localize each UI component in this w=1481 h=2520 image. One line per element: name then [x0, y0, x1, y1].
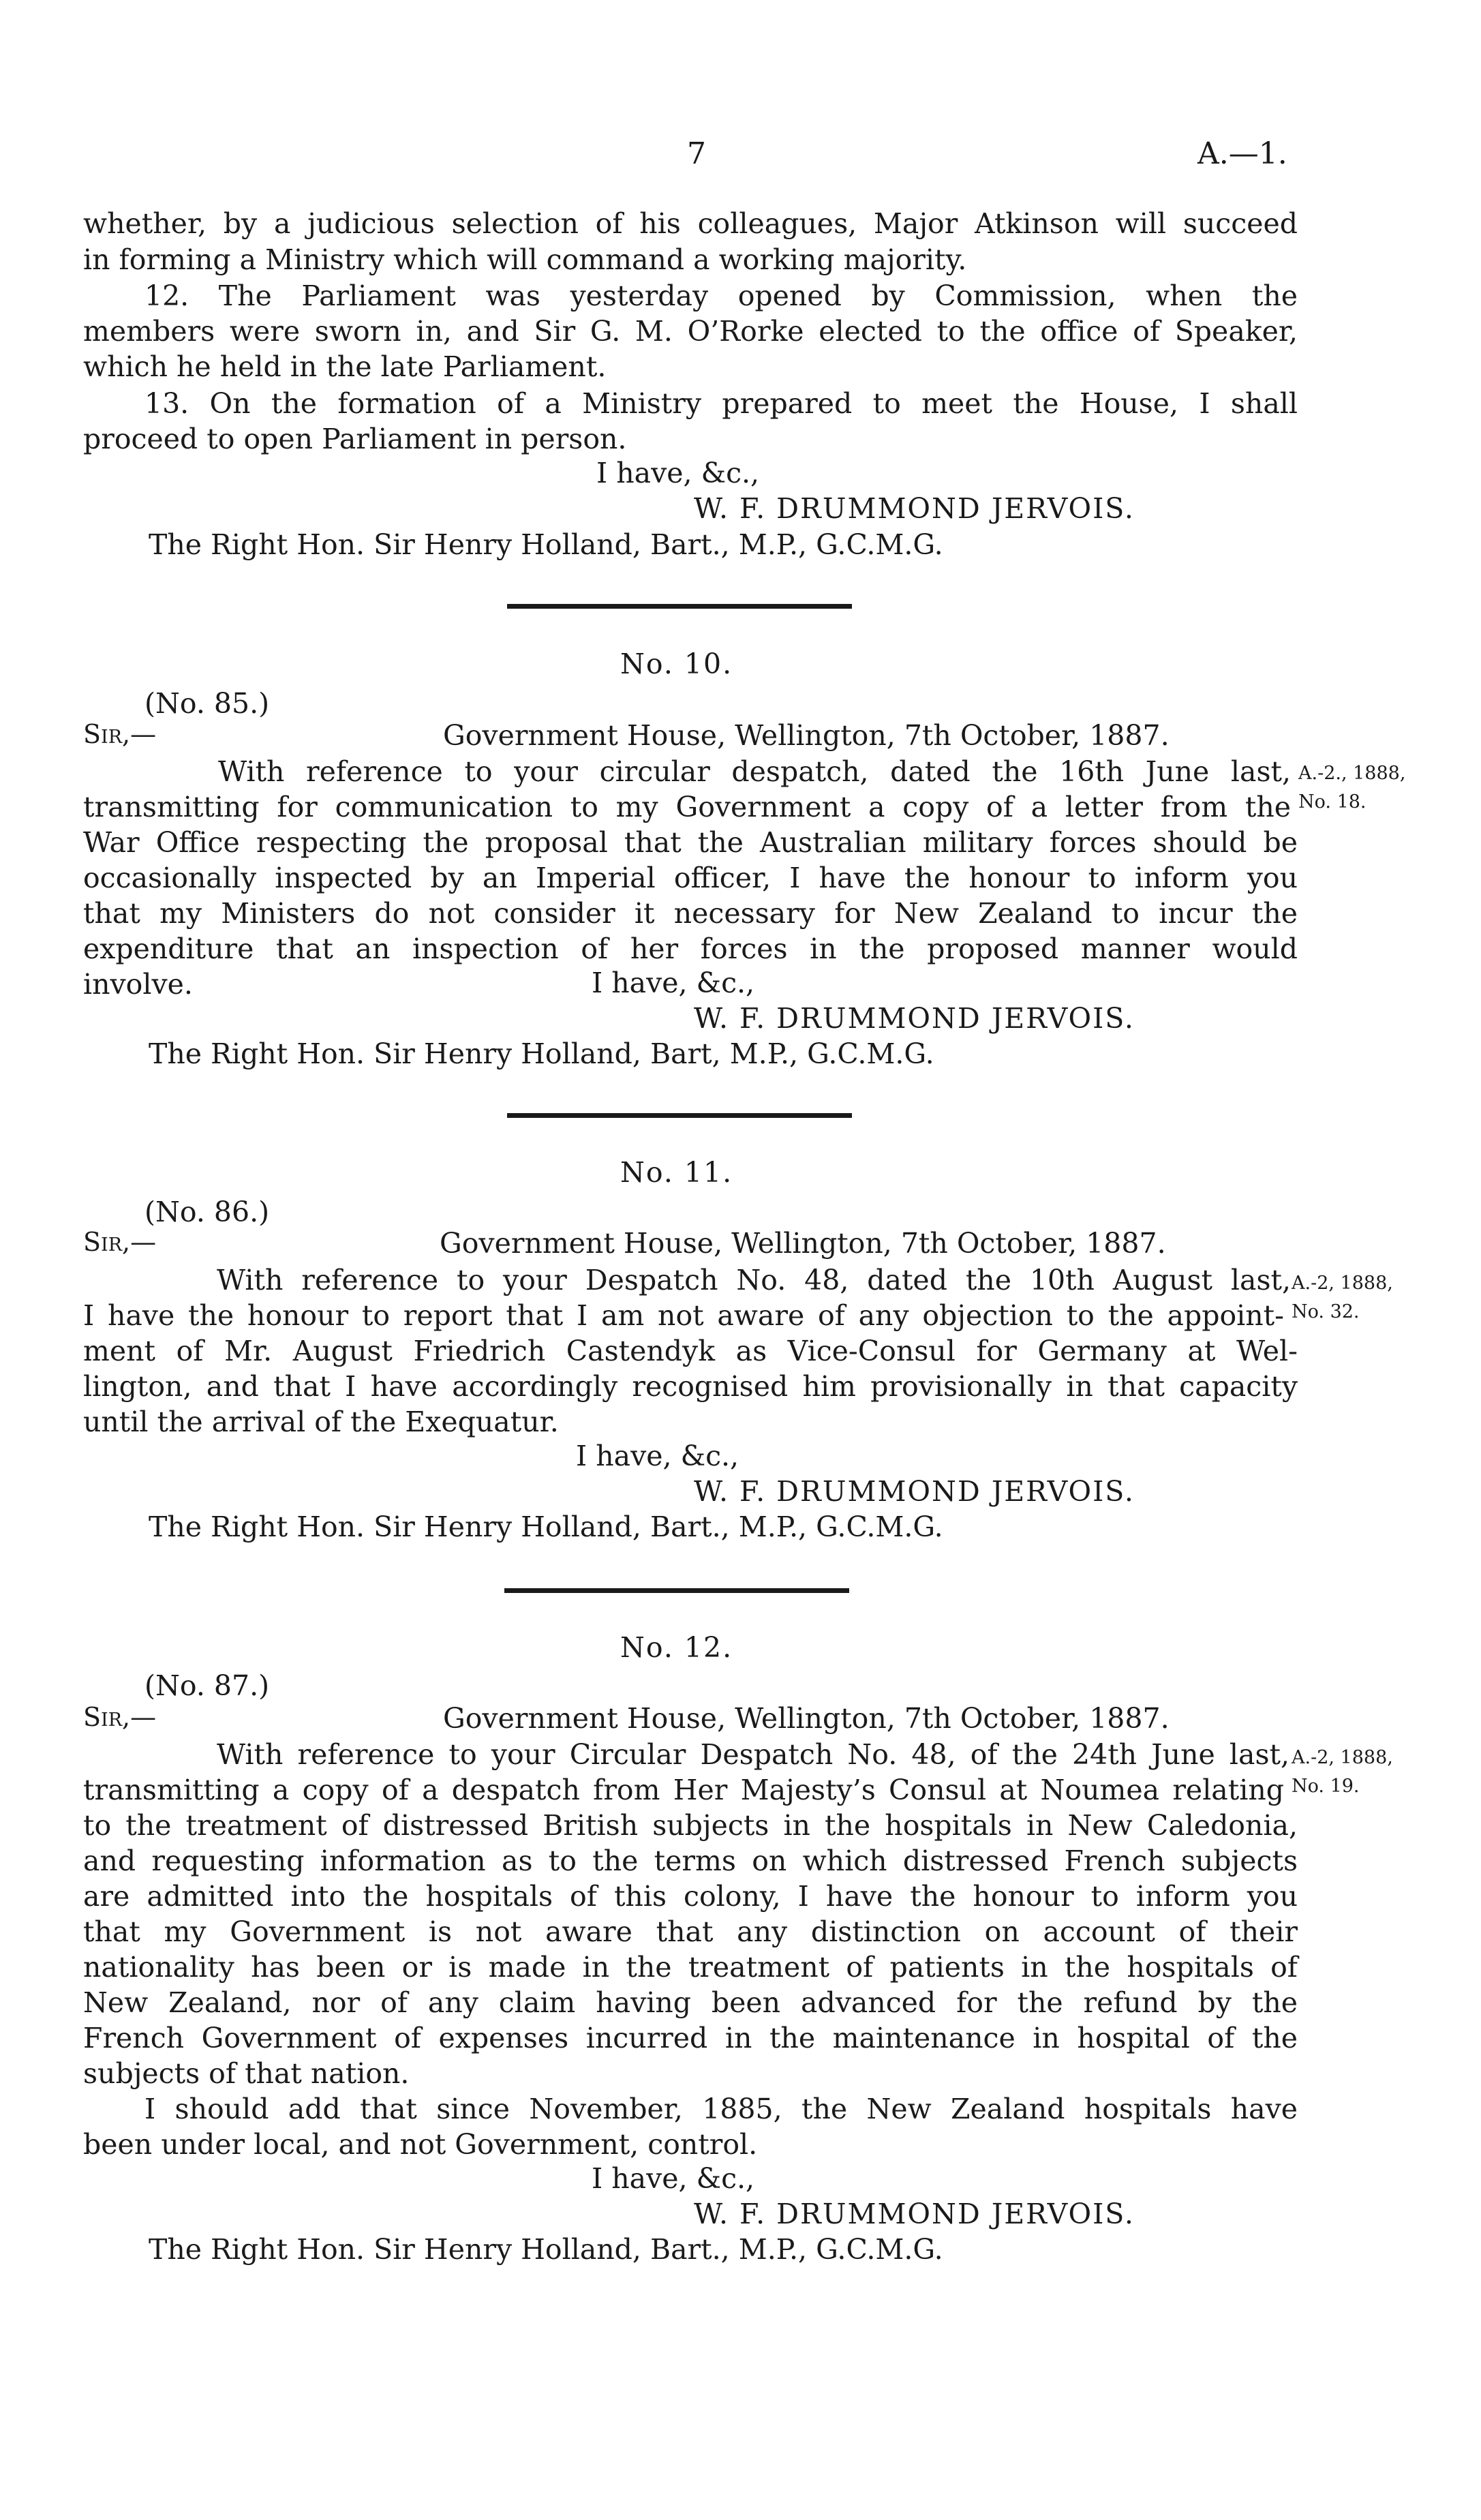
intro-line: whether, by a judicious selection of his colleagues, Major Atkinson will succeed: [83, 207, 1298, 240]
margin-note: No. 18.: [1298, 791, 1367, 813]
section-divider: [507, 604, 852, 609]
addressee: The Right Hon. Sir Henry Holland, Bart., M.P., G.C.M.G.: [149, 528, 943, 561]
letter-line: to the treatment of distressed British subjects in the hospitals in New Caledonia,: [83, 1809, 1298, 1842]
intro-line: 12. The Parliament was yesterday opened by Commission, when the: [144, 279, 1298, 312]
letter-ref: (No. 86.): [144, 1196, 270, 1228]
letter-line: that my Government is not aware that any distinction on account of their: [83, 1915, 1298, 1948]
closing: I have, &c.,: [592, 967, 755, 999]
place-date: Government House, Wellington, 7th October, 1887.: [440, 1227, 1166, 1260]
letter-line: that my Ministers do not consider it necessary for New Zealand to incur the: [83, 897, 1298, 930]
intro-line: 13. On the formation of a Ministry prepared to meet the House, I shall: [144, 387, 1298, 420]
place-date: Government House, Wellington, 7th October, 1887.: [443, 1702, 1170, 1735]
intro-line: which he held in the late Parliament.: [83, 350, 607, 383]
letter-line: French Government of expenses incurred in the maintenance in hospital of the: [83, 2022, 1298, 2054]
letter-line: expenditure that an inspection of her forces in the proposed manner would: [83, 932, 1298, 965]
addressee: The Right Hon. Sir Henry Holland, Bart., M.P., G.C.M.G.: [149, 2233, 943, 2266]
letter-line: occasionally inspected by an Imperial officer, I have the honour to inform you: [83, 862, 1298, 894]
letter-line: ment of Mr. August Friedrich Castendyk as Vice-Consul for Germany at Wel-: [83, 1335, 1298, 1367]
margin-note: No. 32.: [1292, 1301, 1360, 1322]
margin-note: A.-2., 1888,: [1298, 763, 1406, 784]
letter-line: and requesting information as to the terms on which distressed French subjects: [83, 1845, 1298, 1877]
letter-line: involve.: [83, 968, 193, 1001]
letter-line: been under local, and not Government, control.: [83, 2128, 758, 2161]
letter-line: subjects of that nation.: [83, 2057, 410, 2090]
letter-line: With reference to your circular despatch, dated the 16th June last,: [218, 755, 1291, 788]
section-divider: [504, 1588, 849, 1593]
signature: W. F. DRUMMOND JERVOIS.: [694, 2198, 1135, 2230]
letter-line: transmitting a copy of a despatch from Her Majesty’s Consul at Noumea relating: [83, 1774, 1284, 1806]
section-divider: [507, 1113, 852, 1118]
letter-line: are admitted into the hospitals of this colony, I have the honour to inform you: [83, 1880, 1298, 1913]
intro-line: proceed to open Parliament in person.: [83, 423, 627, 455]
letter-line: I have the honour to report that I am not aware of any objection to the appoint-: [83, 1299, 1284, 1332]
letter-title: No. 12.: [620, 1631, 733, 1664]
letter-title: No. 11.: [620, 1156, 733, 1189]
margin-note: A.-2, 1888,: [1292, 1747, 1393, 1768]
letter-line: With reference to your Despatch No. 48, dated the 10th August last,: [217, 1264, 1291, 1296]
margin-note: No. 19.: [1292, 1776, 1360, 1797]
letter-line: nationality has been or is made in the treatment of patients in the hospitals of: [83, 1951, 1298, 1984]
margin-note: A.-2, 1888,: [1292, 1273, 1393, 1294]
intro-line: in forming a Ministry which will command a working majority.: [83, 243, 967, 276]
salutation: Sir,—: [83, 1702, 157, 1732]
letter-ref: (No. 85.): [144, 687, 270, 720]
place-date: Government House, Wellington, 7th October, 1887.: [443, 719, 1170, 752]
letter-line: I should add that since November, 1885, the New Zealand hospitals have: [144, 2093, 1298, 2125]
closing: I have, &c.,: [596, 457, 760, 489]
letter-line: War Office respecting the proposal that the Australian military forces should be: [83, 826, 1298, 859]
addressee: The Right Hon. Sir Henry Holland, Bart., M.P., G.C.M.G.: [149, 1511, 943, 1543]
letter-line: until the arrival of the Exequatur.: [83, 1406, 559, 1438]
intro-line: members were sworn in, and Sir G. M. O’Rorke elected to the office of Speaker,: [83, 315, 1298, 348]
signature: W. F. DRUMMOND JERVOIS.: [694, 1002, 1135, 1035]
letter-line: New Zealand, nor of any claim having been advanced for the refund by the: [83, 1986, 1298, 2019]
letter-line: lington, and that I have accordingly recognised him provisionally in that capacity: [83, 1370, 1298, 1403]
closing: I have, &c.,: [592, 2162, 755, 2195]
salutation: Sir,—: [83, 1227, 157, 1257]
letter-line: transmitting for communication to my Government a copy of a letter from the: [83, 791, 1291, 823]
closing: I have, &c.,: [576, 1440, 739, 1472]
document-reference: A.—1.: [1197, 136, 1287, 171]
salutation: Sir,—: [83, 719, 157, 749]
letter-ref: (No. 87.): [144, 1669, 270, 1702]
page-number: 7: [687, 136, 706, 171]
addressee: The Right Hon. Sir Henry Holland, Bart, M.P., G.C.M.G.: [149, 1037, 934, 1070]
signature: W. F. DRUMMOND JERVOIS.: [694, 1475, 1135, 1508]
letter-title: No. 10.: [620, 648, 733, 680]
letter-line: With reference to your Circular Despatch No. 48, of the 24th June last,: [217, 1738, 1289, 1771]
signature: W. F. DRUMMOND JERVOIS.: [694, 492, 1135, 525]
